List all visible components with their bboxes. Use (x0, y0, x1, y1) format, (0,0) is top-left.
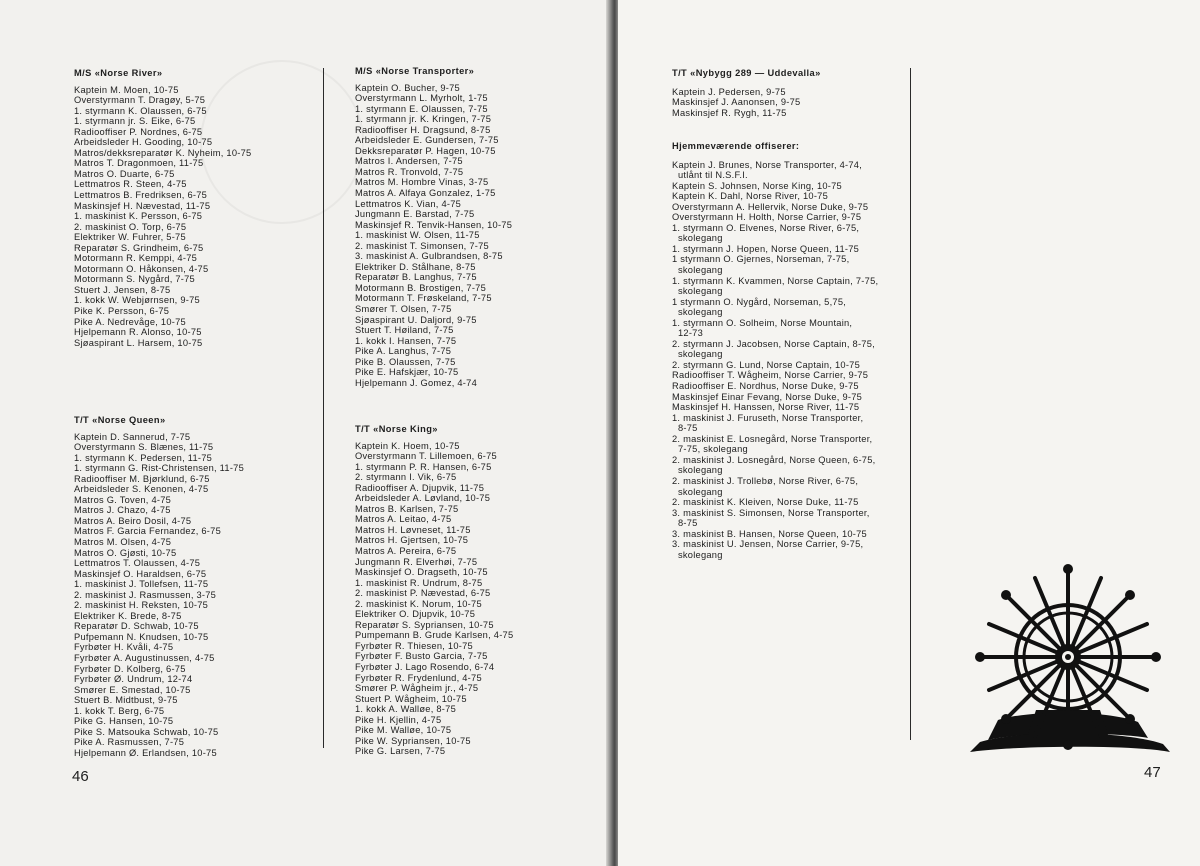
officer-text: Kaptein J. Brunes, Norse Transporter, 4-74, (672, 159, 863, 170)
crew-entry: Reparatør S. Sypriansen, 10-75 (355, 619, 494, 630)
crew-entry: Matros R. Tronvold, 7-75 (355, 166, 464, 177)
officer-text: 1. styrmann K. Kvammen, Norse Captain, 7-75, (672, 275, 879, 286)
crew-entry: Overstyrmann L. Myrholt, 1-75 (355, 93, 488, 104)
crew-entry: Radiooffiser H. Dragsund, 8-75 (355, 124, 491, 135)
section-norse-river (74, 68, 251, 348)
crew-entry: Arbeidsleder E. Gundersen, 7-75 (355, 135, 499, 146)
crew-entry: Pufpemann N. Knudsen, 10-75 (74, 631, 209, 642)
officer-entry (672, 318, 878, 339)
crew-entry: Sjøaspirant U. Daljord, 9-75 (355, 314, 477, 325)
crew-entry: Motormann R. Kemppi, 4-75 (74, 253, 198, 264)
officer-text: Kaptein K. Dahl, Norse River, 10-75 (672, 191, 829, 202)
crew-entry: 2. maskinist T. Simonsen, 7-75 (355, 240, 489, 251)
crew-entry: Pike A. Langhus, 7-75 (355, 346, 452, 357)
crew-entry: 1. maskinist W. Olsen, 11-75 (355, 230, 480, 241)
officer-text-continued: skolegang (678, 349, 723, 360)
officer-text: 2. maskinist J. Trollebø, Norse River, 6-75, (672, 475, 859, 486)
crew-entry: Arbeidsleder A. Løvland, 10-75 (355, 493, 491, 504)
officer-entry (672, 254, 878, 275)
crew-entry: Maskinsjef O. Haraldsen, 6-75 (74, 568, 207, 579)
crew-entry: Stuert J. Jensen, 8-75 (74, 284, 171, 295)
officer-text-continued: skolegang (678, 465, 723, 476)
officer-entry (672, 191, 878, 202)
officer-entry (672, 529, 878, 540)
section-title: T/T «Norse King» (355, 424, 438, 434)
crew-entry: 1. maskinist R. Undrum, 8-75 (355, 577, 483, 588)
crew-entry: Hjelpemann R. Alonso, 10-75 (74, 327, 202, 338)
officer-entry (672, 370, 878, 381)
crew-entry: Pike K. Persson, 6-75 (74, 306, 170, 317)
column-divider (910, 68, 911, 740)
officer-text: 1 styrmann O. Gjernes, Norseman, 7-75, (672, 254, 850, 265)
crew-entry: 2. maskinist P. Nævestad, 6-75 (355, 588, 491, 599)
crew-entry: Kaptein J. Pedersen, 9-75 (672, 86, 786, 97)
crew-entry: Maskinsjef O. Dragseth, 10-75 (355, 567, 488, 578)
crew-entry: 1. kokk A. Walløe, 8-75 (355, 704, 456, 715)
crew-entry: 1. maskinist K. Persson, 6-75 (74, 211, 203, 222)
officer-text: Overstyrmann A. Hellervik, Norse Duke, 9-75 (672, 201, 869, 212)
section-title: M/S «Norse River» (74, 68, 163, 78)
crew-entry: Lettmatros B. Fredriksen, 6-75 (74, 190, 208, 201)
officer-text: 1. styrmann O. Elvenes, Norse River, 6-75, (672, 222, 860, 233)
crew-entry: Matros H. Løvneset, 11-75 (355, 524, 471, 535)
crew-entry: Pumpemann B. Grude Karlsen, 4-75 (355, 630, 514, 641)
crew-entry: Motormann T. Frøskeland, 7-75 (355, 293, 492, 304)
crew-entry: Maskinsjef R. Tenvik-Hansen, 10-75 (355, 219, 513, 230)
section-title: M/S «Norse Transporter» (355, 66, 475, 76)
section-nybygg (672, 68, 821, 118)
crew-entry: 1. styrmann jr. S. Eike, 6-75 (74, 116, 196, 127)
crew-entry: Pike W. Sypriansen, 10-75 (355, 735, 471, 746)
crew-entry: Maskinsjef H. Nævestad, 11-75 (74, 200, 211, 211)
crew-entry: Smører E. Smestad, 10-75 (74, 684, 191, 695)
officer-text: Kaptein S. Johnsen, Norse King, 10-75 (672, 180, 842, 191)
officer-text: 3. maskinist U. Jensen, Norse Carrier, 9-75, (672, 539, 864, 550)
crew-entry: Elektriker W. Fuhrer, 5-75 (74, 232, 186, 243)
crew-entry: Sjøaspirant L. Harsem, 10-75 (74, 337, 203, 348)
crew-entry: 1. maskinist J. Tollefsen, 11-75 (74, 579, 209, 590)
officer-entry (672, 539, 878, 560)
officer-text-continued: skolegang (678, 549, 723, 560)
officer-entry (672, 339, 878, 360)
crew-entry: Motormann S. Nygård, 7-75 (74, 274, 195, 285)
officer-text: Maskinsjef Einar Fevang, Norse Duke, 9-75 (672, 391, 863, 402)
crew-entry: Lettmatros R. Steen, 4-75 (74, 179, 187, 190)
page-number: 47 (1144, 764, 1161, 781)
officer-text-continued: skolegang (678, 233, 723, 244)
crew-entry: Fyrbøter H. Kvåli, 4-75 (74, 642, 174, 653)
officer-entry (672, 476, 878, 497)
officer-text: 2. styrmann G. Lund, Norse Captain, 10-75 (672, 359, 861, 370)
crew-entry: Pike H. Kjellin, 4-75 (355, 714, 442, 725)
ship-wheel-icon (958, 560, 1178, 780)
officer-entry (672, 402, 878, 413)
crew-entry: 3. maskinist A. Gulbrandsen, 8-75 (355, 251, 503, 262)
crew-entry: 1. styrmann P. R. Hansen, 6-75 (355, 461, 492, 472)
crew-entry: Fyrbøter Ø. Undrum, 12-74 (74, 674, 193, 685)
crew-entry: Motormann O. Håkonsen, 4-75 (74, 263, 209, 274)
crew-entry: Overstyrmann T. Dragøy, 5-75 (74, 95, 206, 106)
crew-entry: Matros I. Andersen, 7-75 (355, 156, 463, 167)
section-title: T/T «Norse Queen» (74, 415, 166, 425)
crew-entry: Hjelpemann Ø. Erlandsen, 10-75 (74, 747, 217, 758)
crew-entry: Lettmatros K. Vian, 4-75 (355, 198, 462, 209)
officer-entry (672, 508, 878, 529)
officer-text: Maskinsjef H. Hanssen, Norse River, 11-75 (672, 402, 860, 413)
officer-entry (672, 381, 878, 392)
officer-text: 1 styrmann O. Nygård, Norseman, 5,75, (672, 296, 847, 307)
crew-entry: 1. styrmann jr. K. Kringen, 7-75 (355, 114, 492, 125)
crew-entry: Matros B. Karlsen, 7-75 (355, 503, 459, 514)
crew-entry: Dekksreparatør P. Hagen, 10-75 (355, 145, 496, 156)
officer-text: 2. maskinist J. Losnegård, Norse Queen, 6-75, (672, 454, 876, 465)
officer-text: 3. maskinist B. Hansen, Norse Queen, 10-75 (672, 528, 867, 539)
crew-entry: Matros F. Garcia Fernandez, 6-75 (74, 526, 221, 537)
officer-text: 2. styrmann J. Jacobsen, Norse Captain, 8-75, (672, 338, 875, 349)
officer-text-continued: 12-73 (678, 328, 704, 339)
section-home-officers (672, 141, 878, 560)
officer-entry (672, 413, 878, 434)
officer-entry (672, 181, 878, 192)
officer-text-continued: 7-75, skolegang (678, 444, 748, 455)
crew-entry: Matros O. Duarte, 6-75 (74, 168, 175, 179)
crew-entry: 1. kokk T. Berg, 6-75 (74, 705, 165, 716)
crew-entry: Pike E. Hafskjær, 10-75 (355, 367, 459, 378)
crew-entry: Kaptein O. Bucher, 9-75 (355, 82, 460, 93)
crew-entry: Hjelpemann J. Gomez, 4-74 (355, 377, 477, 388)
crew-entry: Overstyrmann T. Lillemoen, 6-75 (355, 451, 497, 462)
crew-entry: 2. maskinist K. Norum, 10-75 (355, 598, 482, 609)
section-title: T/T «Nybygg 289 — Uddevalla» (672, 68, 821, 78)
crew-entry: Reparatør S. Grindheim, 6-75 (74, 242, 204, 253)
crew-entry: Matros G. Toven, 4-75 (74, 494, 172, 505)
crew-entry: 2. maskinist H. Reksten, 10-75 (74, 600, 209, 611)
crew-entry: Pike S. Matsouka Schwab, 10-75 (74, 726, 219, 737)
crew-entry: Matros M. Olsen, 4-75 (74, 537, 172, 548)
crew-entry: Pike G. Larsen, 7-75 (355, 746, 446, 757)
officer-text: 1. maskinist J. Furuseth, Norse Transporter, (672, 412, 864, 423)
officer-entry (672, 160, 878, 181)
crew-entry: 2. maskinist J. Rasmussen, 3-75 (74, 589, 217, 600)
section-title: Hjemmeværende offiserer: (672, 141, 800, 151)
crew-entry: Elektriker D. Stålhane, 8-75 (355, 261, 476, 272)
crew-entry: Fyrbøter J. Lago Rosendo, 6-74 (355, 662, 495, 673)
officer-entry (672, 455, 878, 476)
officer-text-continued: 8-75 (678, 423, 698, 434)
officer-entry (672, 434, 878, 455)
crew-entry: 2. maskinist O. Torp, 6-75 (74, 221, 187, 232)
crew-entry: Motormann B. Brostigen, 7-75 (355, 282, 487, 293)
crew-entry: 1. styrmann G. Rist-Christensen, 11-75 (74, 463, 245, 474)
crew-entry: Kaptein K. Hoem, 10-75 (355, 440, 460, 451)
officer-text: 2. maskinist E. Losnegård, Norse Transporter, (672, 433, 873, 444)
section-norse-transporter (355, 66, 512, 388)
crew-entry: Matros A. Pereira, 6-75 (355, 546, 457, 557)
crew-entry: Matros O. Gjøsti, 10-75 (74, 547, 177, 558)
officer-entry (672, 244, 878, 255)
crew-entry: Smører P. Wågheim jr., 4-75 (355, 683, 479, 694)
crew-entry: Matros J. Chazo, 4-75 (74, 505, 171, 516)
crew-entry: 2. styrmann I. Vik, 6-75 (355, 472, 457, 483)
crew-entry: Pike G. Hansen, 10-75 (74, 716, 174, 727)
crew-entry: Arbeidsleder S. Kenonen, 4-75 (74, 484, 209, 495)
officer-text-continued: skolegang (678, 265, 723, 276)
crew-entry: 1. styrmann K. Pedersen, 11-75 (74, 452, 213, 463)
crew-entry: Maskinsjef R. Rygh, 11-75 (672, 107, 787, 118)
crew-entry: Radiooffiser M. Bjørklund, 6-75 (74, 473, 210, 484)
crew-entry: Pike M. Walløe, 10-75 (355, 725, 452, 736)
crew-entry: Pike A. Nedrevåge, 10-75 (74, 316, 186, 327)
officer-text-continued: skolegang (678, 486, 723, 497)
officer-text: Overstyrmann H. Holth, Norse Carrier, 9-75 (672, 212, 862, 223)
crew-entry: Fyrbøter A. Augustinussen, 4-75 (74, 653, 215, 664)
officer-text-continued: utlånt til N.S.F.I. (678, 170, 748, 181)
crew-entry: Matros A. Leitao, 4-75 (355, 514, 452, 525)
crew-entry: Fyrbøter F. Busto Garcia, 7-75 (355, 651, 488, 662)
crew-entry: Stuert B. Midtbust, 9-75 (74, 695, 178, 706)
crew-entry: 1. styrmann E. Olaussen, 7-75 (355, 103, 488, 114)
officer-entry (672, 276, 878, 297)
crew-entry: Maskinsjef J. Aanonsen, 9-75 (672, 97, 801, 108)
crew-entry: Jungmann E. Barstad, 7-75 (355, 209, 475, 220)
crew-entry: Stuert P. Wågheim, 10-75 (355, 693, 467, 704)
crew-entry: Matros/dekksreparatør K. Nyheim, 10-75 (74, 147, 252, 158)
crew-entry: Smører T. Olsen, 7-75 (355, 304, 452, 315)
crew-entry: Lettmatros T. Olaussen, 4-75 (74, 558, 201, 569)
officer-text: Radiooffiser E. Nordhus, Norse Duke, 9-75 (672, 381, 859, 392)
crew-entry: Fyrbøter R. Thiesen, 10-75 (355, 640, 473, 651)
crew-entry: Kaptein M. Moen, 10-75 (74, 84, 179, 95)
crew-entry: Stuert T. Høiland, 7-75 (355, 325, 454, 336)
crew-entry: Reparatør D. Schwab, 10-75 (74, 621, 199, 632)
officer-text-continued: 8-75 (678, 518, 698, 529)
section-norse-queen (74, 415, 244, 759)
crew-entry: Matros A. Alfaya Gonzalez, 1-75 (355, 188, 496, 199)
officer-entry (672, 297, 878, 318)
officer-entry (672, 212, 878, 223)
crew-entry: 1. kokk W. Webjørnsen, 9-75 (74, 295, 200, 306)
officer-text: 1. styrmann O. Solheim, Norse Mountain, (672, 317, 853, 328)
officer-text-continued: skolegang (678, 286, 723, 297)
officer-entry (672, 392, 878, 403)
crew-entry: Pike A. Rasmussen, 7-75 (74, 737, 185, 748)
crew-entry: Arbeidsleder H. Gooding, 10-75 (74, 137, 213, 148)
crew-entry: 1. kokk I. Hansen, 7-75 (355, 335, 457, 346)
crew-entry: Radiooffiser A. Djupvik, 11-75 (355, 482, 485, 493)
crew-entry: Overstyrmann S. Blænes, 11-75 (74, 442, 214, 453)
crew-entry: Fyrbøter R. Frydenlund, 4-75 (355, 672, 482, 683)
officer-text: 1. styrmann J. Hopen, Norse Queen, 11-75 (672, 243, 860, 254)
officer-entry (672, 360, 878, 371)
crew-entry: Matros T. Dragonmoen, 11-75 (74, 158, 204, 169)
crew-entry: Elektriker K. Brede, 8-75 (74, 610, 182, 621)
crew-entry: Fyrbøter D. Kolberg, 6-75 (74, 663, 186, 674)
page-number: 46 (72, 768, 89, 785)
crew-entry: 1. styrmann K. Olaussen, 6-75 (74, 105, 207, 116)
column-divider (323, 68, 324, 748)
crew-entry: Elektriker O. Djupvik, 10-75 (355, 609, 476, 620)
officer-text: 3. maskinist S. Simonsen, Norse Transporter, (672, 507, 870, 518)
crew-entry: Reparatør B. Langhus, 7-75 (355, 272, 477, 283)
crew-entry: Radiooffiser P. Nordnes, 6-75 (74, 126, 203, 137)
officer-text: 2. maskinist K. Kleiven, Norse Duke, 11-75 (672, 497, 859, 508)
officer-entry (672, 202, 878, 213)
crew-entry: Pike B. Olaussen, 7-75 (355, 356, 456, 367)
crew-entry: Jungmann R. Elverhøi, 7-75 (355, 556, 478, 567)
officer-entry (672, 497, 878, 508)
crew-entry: Kaptein D. Sannerud, 7-75 (74, 431, 191, 442)
officer-text: Radiooffiser T. Wågheim, Norse Carrier, 9-75 (672, 370, 869, 381)
officer-text-continued: skolegang (678, 307, 723, 318)
crew-entry: Matros H. Gjertsen, 10-75 (355, 535, 469, 546)
officer-entry (672, 223, 878, 244)
crew-entry: Matros A. Beiro Dosil, 4-75 (74, 515, 192, 526)
section-norse-king (355, 424, 513, 757)
crew-entry: Matros M. Hombre Vinas, 3-75 (355, 177, 489, 188)
